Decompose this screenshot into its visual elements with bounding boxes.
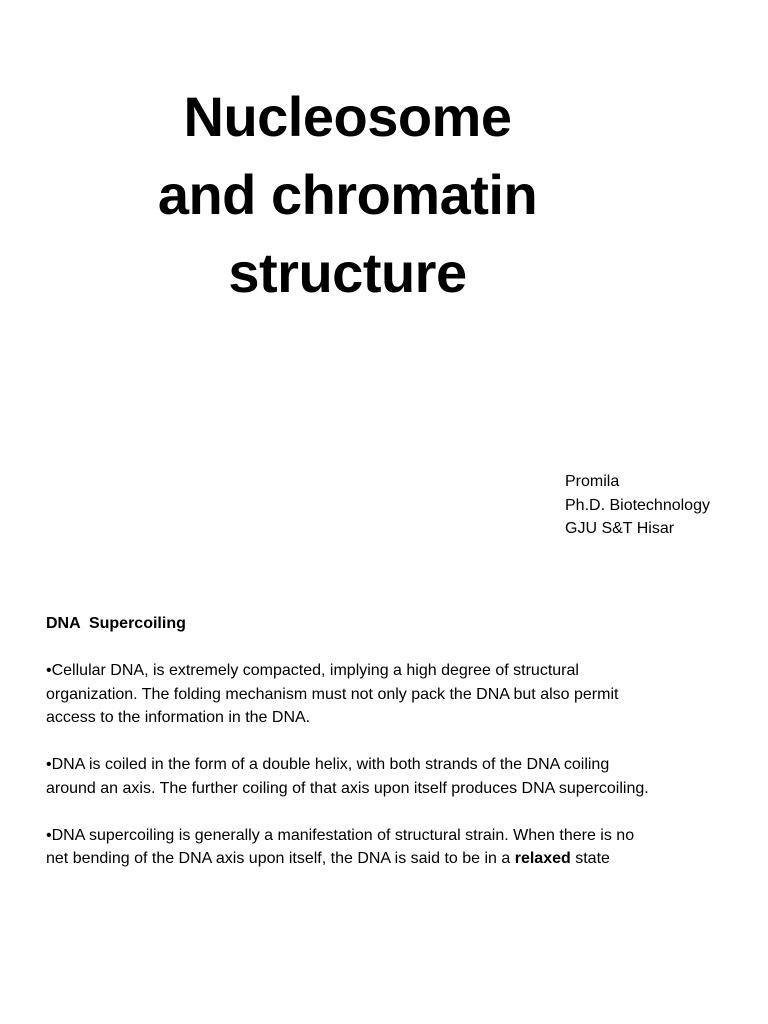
paragraph-text: net bending of the DNA axis upon itself, the DNA is said to be in a bbox=[46, 850, 515, 867]
title-line: Nucleosome bbox=[183, 85, 512, 148]
paragraph-line: organization. The folding mechanism must not only pack the DNA but also permit bbox=[46, 685, 619, 703]
author-block bbox=[565, 470, 710, 541]
paragraph bbox=[46, 753, 736, 800]
paragraph bbox=[46, 659, 736, 730]
paragraph-line: •DNA is coiled in the form of a double helix, with both strands of the DNA coiling bbox=[46, 756, 610, 773]
author-name: Promila bbox=[565, 473, 620, 490]
slide-title bbox=[120, 78, 575, 312]
title-line: structure bbox=[228, 241, 467, 304]
paragraph-line: around an axis. The further coiling of that axis upon itself produces DNA supercoiling. bbox=[46, 779, 649, 797]
section-heading: DNA Supercoiling bbox=[46, 615, 186, 632]
paragraph-line bbox=[46, 847, 736, 871]
paragraph-line: access to the information in the DNA. bbox=[46, 709, 311, 726]
paragraph-text: state bbox=[570, 850, 610, 867]
title-line: and chromatin bbox=[157, 163, 538, 226]
emphasis-relaxed: relaxed bbox=[514, 850, 571, 867]
author-degree: Ph.D. Biotechnology bbox=[565, 496, 710, 514]
paragraph bbox=[46, 824, 736, 871]
content-section bbox=[46, 612, 736, 894]
paragraph-line: •Cellular DNA, is extremely compacted, implying a high degree of structural bbox=[46, 662, 579, 679]
author-institution: GJU S&T Hisar bbox=[565, 520, 675, 537]
paragraph-line: •DNA supercoiling is generally a manifestation of structural strain. When there is no bbox=[46, 826, 635, 844]
